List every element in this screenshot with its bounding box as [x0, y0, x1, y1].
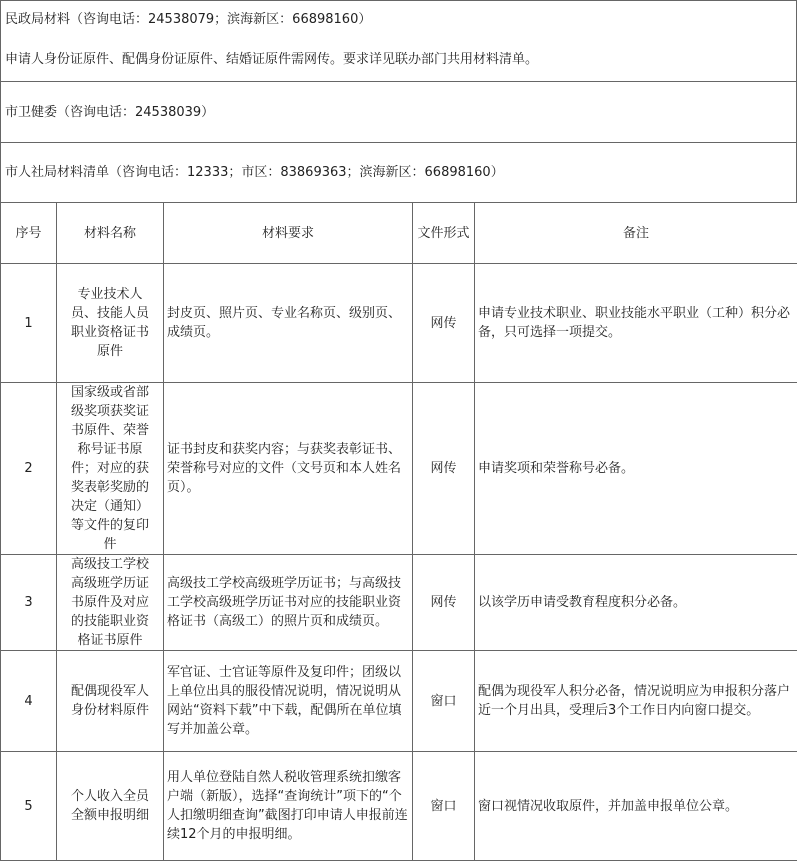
civil-affairs-section: [0, 0, 797, 81]
table-row: [1, 651, 797, 752]
row-seq: 2: [1, 383, 57, 555]
row-format: 网传: [413, 264, 475, 383]
header-name: 材料名称: [57, 203, 164, 264]
row-format: 网传: [413, 555, 475, 651]
row-remark: 申请奖项和荣誉称号必备。: [475, 383, 797, 555]
civil-affairs-note: 申请人身份证原件、配偶身份证原件、结婚证原件需网传。要求详见联办部门共用材料清单。: [5, 50, 538, 69]
row-remark: 申请专业技术职业、职业技能水平职业（工种）积分必备，只可选择一项提交。: [475, 264, 797, 383]
row-remark: 配偶为现役军人积分必备，情况说明应为申报积分落户近一个月出具，受理后3个工作日内向窗口提交。: [475, 651, 797, 752]
row-requirement: 用人单位登陆自然人税收管理系统扣缴客户端（新版），选择“查询统计”项下的“个人扣缴明细查询”截图打印申请人申报前连续12个月的申报明细。: [164, 752, 413, 861]
header-remark: 备注: [475, 203, 797, 264]
table-header-row: [1, 203, 797, 264]
civil-affairs-title: 民政局材料（咨询电话：24538079；滨海新区：66898160）: [5, 10, 371, 29]
row-format: 窗口: [413, 651, 475, 752]
health-title: 市卫健委（咨询电话：24538039）: [5, 103, 214, 122]
table-row: [1, 752, 797, 861]
row-remark: 以该学历申请受教育程度积分必备。: [475, 555, 797, 651]
row-seq: 1: [1, 264, 57, 383]
row-material-name: 配偶现役军人身份材料原件: [57, 651, 164, 752]
row-material-name: 高级技工学校高级班学历证书原件及对应的技能职业资格证书原件: [57, 555, 164, 651]
header-requirement: 材料要求: [164, 203, 413, 264]
row-format: 网传: [413, 383, 475, 555]
health-section: [0, 81, 797, 142]
row-format: 窗口: [413, 752, 475, 861]
hrss-materials-table: [0, 202, 797, 861]
row-requirement: 证书封皮和获奖内容；与获奖表彰证书、荣誉称号对应的文件（文号页和本人姓名页）。: [164, 383, 413, 555]
table-row: [1, 383, 797, 555]
row-seq: 5: [1, 752, 57, 861]
header-format: 文件形式: [413, 203, 475, 264]
table-row: [1, 555, 797, 651]
row-requirement: 高级技工学校高级班学历证书；与高级技工学校高级班学历证书对应的技能职业资格证书（高级工）的照片页和成绩页。: [164, 555, 413, 651]
row-material-name: 个人收入全员全额申报明细: [57, 752, 164, 861]
row-remark: 窗口视情况收取原件，并加盖申报单位公章。: [475, 752, 797, 861]
row-material-name: 专业技术人员、技能人员职业资格证书原件: [57, 264, 164, 383]
row-seq: 4: [1, 651, 57, 752]
table-row: [1, 264, 797, 383]
header-seq: 序号: [1, 203, 57, 264]
hrss-title: 市人社局材料清单（咨询电话：12333；市区：83869363；滨海新区：66898160）: [5, 163, 504, 182]
hrss-section: [0, 142, 797, 202]
row-requirement: 封皮页、照片页、专业名称页、级别页、成绩页。: [164, 264, 413, 383]
row-seq: 3: [1, 555, 57, 651]
row-material-name: 国家级或省部级奖项获奖证书原件、荣誉称号证书原件；对应的获奖表彰奖励的决定（通知）等文件的复印件: [57, 383, 164, 555]
row-requirement: 军官证、士官证等原件及复印件；团级以上单位出具的服役情况说明，情况说明从网站“资料下载”中下载，配偶所在单位填写并加盖公章。: [164, 651, 413, 752]
